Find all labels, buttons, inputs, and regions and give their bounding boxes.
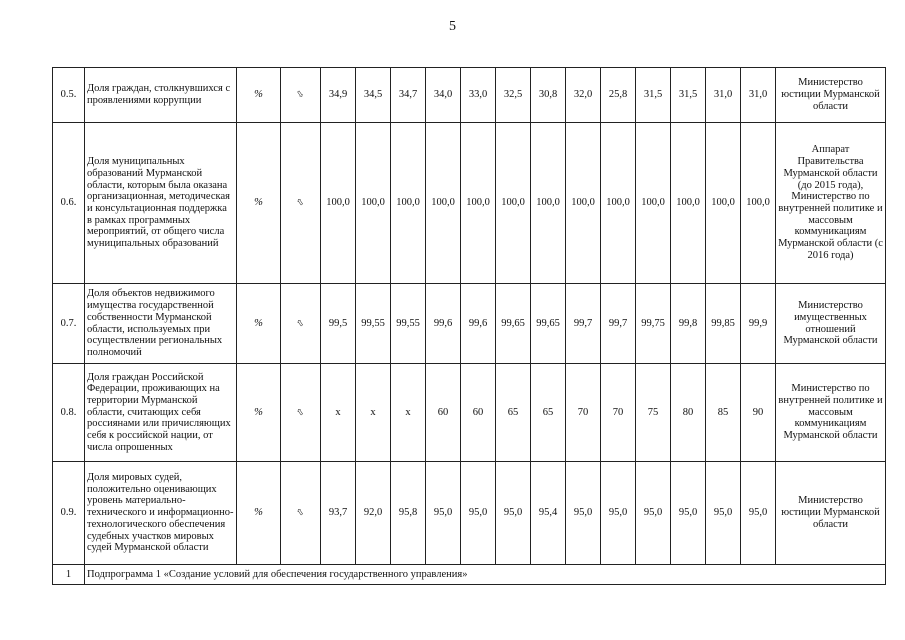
value-cell: 100,0	[321, 123, 356, 284]
value-cell: 99,8	[671, 284, 706, 364]
unit: %	[237, 68, 281, 123]
subprogram-number: 1	[53, 565, 85, 585]
value-cell: 80	[671, 364, 706, 462]
value-cell: 100,0	[496, 123, 531, 284]
value-cell: 93,7	[321, 462, 356, 565]
value-cell: 95,0	[636, 462, 671, 565]
value-cell: 100,0	[671, 123, 706, 284]
table-row	[53, 364, 886, 462]
value-cell: 95,0	[496, 462, 531, 565]
row-number: 0.8.	[53, 364, 85, 462]
value-cell: 92,0	[356, 462, 391, 565]
value-cell: x	[321, 364, 356, 462]
unit: %	[237, 284, 281, 364]
table-row	[53, 462, 886, 565]
arrow-up-icon: ⇧	[294, 196, 306, 209]
executor: Министерство юстиции Мурманской области	[776, 462, 886, 565]
value-cell: 100,0	[636, 123, 671, 284]
value-cell: 25,8	[601, 68, 636, 123]
unit: %	[237, 462, 281, 565]
subprogram-title: Подпрограмма 1 «Создание условий для обеспечения государственного управления»	[85, 565, 886, 585]
trend-direction	[281, 123, 321, 284]
executor: Аппарат Правительства Мурманской области (до 2015 года), Министерство по внутренней политике и массовым коммуникациям Мурманской области (с 2016 года)	[776, 123, 886, 284]
value-cell: 99,5	[321, 284, 356, 364]
value-cell: 60	[461, 364, 496, 462]
row-number: 0.7.	[53, 284, 85, 364]
value-cell: 100,0	[601, 123, 636, 284]
value-cell: 32,0	[566, 68, 601, 123]
value-cell: 31,0	[741, 68, 776, 123]
value-cell: x	[391, 364, 426, 462]
value-cell: 95,0	[706, 462, 741, 565]
trend-direction	[281, 364, 321, 462]
indicators-table	[52, 67, 886, 585]
value-cell: 99,55	[391, 284, 426, 364]
value-cell: 95,0	[671, 462, 706, 565]
value-cell: 99,7	[601, 284, 636, 364]
value-cell: 31,5	[636, 68, 671, 123]
value-cell: 99,85	[706, 284, 741, 364]
value-cell: 100,0	[356, 123, 391, 284]
value-cell: 99,65	[531, 284, 566, 364]
value-cell: 85	[706, 364, 741, 462]
indicator-name: Доля граждан, столкнувшихся с проявлениями коррупции	[85, 68, 237, 123]
value-cell: 95,0	[741, 462, 776, 565]
indicator-name: Доля объектов недвижимого имущества государственной собственности Мурманской области, используемых при осуществлении региональных полномочий	[85, 284, 237, 364]
value-cell: 95,8	[391, 462, 426, 565]
value-cell: 99,6	[426, 284, 461, 364]
value-cell: 100,0	[391, 123, 426, 284]
value-cell: 99,75	[636, 284, 671, 364]
value-cell: 95,0	[601, 462, 636, 565]
value-cell: 75	[636, 364, 671, 462]
value-cell: 100,0	[461, 123, 496, 284]
value-cell: 100,0	[706, 123, 741, 284]
row-number: 0.9.	[53, 462, 85, 565]
table-row	[53, 284, 886, 364]
arrow-down-icon: ⇩	[294, 88, 306, 101]
value-cell: 95,0	[566, 462, 601, 565]
value-cell: 95,0	[426, 462, 461, 565]
value-cell: 60	[426, 364, 461, 462]
value-cell: 70	[601, 364, 636, 462]
arrow-up-icon: ⇧	[294, 405, 306, 419]
value-cell: 33,0	[461, 68, 496, 123]
value-cell: 31,5	[671, 68, 706, 123]
executor: Министерство по внутренней политике и массовым коммуникациям Мурманской области	[776, 364, 886, 462]
value-cell: 100,0	[566, 123, 601, 284]
unit: %	[237, 364, 281, 462]
value-cell: x	[356, 364, 391, 462]
trend-direction	[281, 462, 321, 565]
value-cell: 32,5	[496, 68, 531, 123]
page-number: 5	[449, 19, 456, 34]
indicator-name: Доля муниципальных образований Мурманской области, которым была оказана организационная, методическая и консультационная поддержка в рамках программных мероприятий, от общего числа муниципальных образований	[85, 123, 237, 284]
value-cell: 100,0	[426, 123, 461, 284]
value-cell: 99,6	[461, 284, 496, 364]
value-cell: 65	[496, 364, 531, 462]
executor: Министерство юстиции Мурманской области	[776, 68, 886, 123]
value-cell: 99,55	[356, 284, 391, 364]
value-cell: 100,0	[531, 123, 566, 284]
value-cell: 34,5	[356, 68, 391, 123]
arrow-up-icon: ⇧	[294, 506, 306, 519]
row-number: 0.5.	[53, 68, 85, 123]
row-number: 0.6.	[53, 123, 85, 284]
subprogram-row	[53, 565, 886, 585]
value-cell: 99,9	[741, 284, 776, 364]
value-cell: 99,7	[566, 284, 601, 364]
executor: Министерство имущественных отношений Мурманской области	[776, 284, 886, 364]
table-row	[53, 68, 886, 123]
value-cell: 95,4	[531, 462, 566, 565]
value-cell: 95,0	[461, 462, 496, 565]
value-cell: 70	[566, 364, 601, 462]
value-cell: 65	[531, 364, 566, 462]
arrow-up-icon: ⇧	[294, 316, 306, 330]
indicator-name: Доля мировых судей, положительно оценивающих уровень материально-технического и информационно-технологического обеспечения судебных участков мировых судей Мурманской области	[85, 462, 237, 565]
value-cell: 30,8	[531, 68, 566, 123]
value-cell: 99,65	[496, 284, 531, 364]
indicator-name: Доля граждан Российской Федерации, проживающих на территории Мурманской области, считающих себя россиянами или причисляющих себя к российской нации, от числа опрошенных	[85, 364, 237, 462]
trend-direction	[281, 284, 321, 364]
value-cell: 34,9	[321, 68, 356, 123]
value-cell: 31,0	[706, 68, 741, 123]
trend-direction	[281, 68, 321, 123]
value-cell: 34,0	[426, 68, 461, 123]
value-cell: 90	[741, 364, 776, 462]
value-cell: 34,7	[391, 68, 426, 123]
table-row	[53, 123, 886, 284]
unit: %	[237, 123, 281, 284]
value-cell: 100,0	[741, 123, 776, 284]
